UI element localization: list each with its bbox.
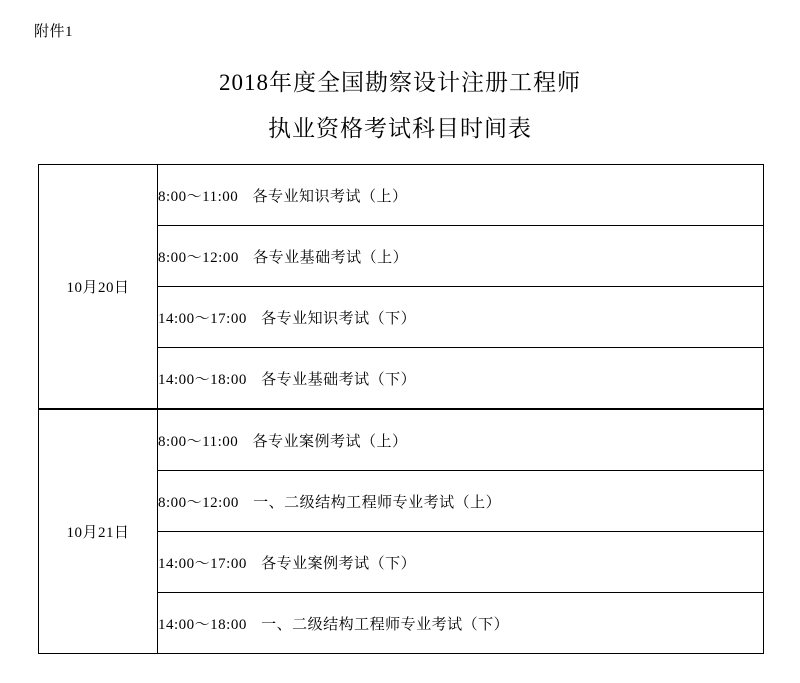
session-time: 8:00～12:00 (158, 249, 239, 266)
title-line-2: 执业资格考试科目时间表 (268, 116, 532, 141)
day-cell-1: 10月20日 (39, 165, 158, 410)
document-title (0, 60, 800, 152)
table-row (39, 409, 764, 471)
session-cell (158, 287, 764, 348)
session-time: 14:00～17:00 (158, 310, 247, 327)
attachment-label: 附件1 (34, 24, 74, 40)
session-time: 14:00～18:00 (158, 371, 247, 388)
session-subject: 各专业知识考试（上） (252, 188, 408, 205)
session-cell (158, 532, 764, 593)
session-subject: 一、二级结构工程师专业考试（上） (253, 494, 502, 511)
session-subject: 各专业案例考试（下） (261, 555, 417, 572)
session-cell (158, 165, 764, 226)
session-time: 8:00～11:00 (158, 188, 239, 205)
session-time: 14:00～17:00 (158, 555, 247, 572)
session-subject: 各专业知识考试（下） (261, 310, 417, 327)
session-time: 8:00～12:00 (158, 494, 239, 511)
table-row (39, 165, 764, 226)
day-cell-2: 10月21日 (39, 409, 158, 654)
session-cell (158, 471, 764, 532)
session-cell (158, 409, 764, 471)
session-cell (158, 593, 764, 654)
session-subject: 各专业基础考试（上） (253, 249, 409, 266)
session-cell (158, 226, 764, 287)
session-subject: 各专业基础考试（下） (261, 371, 417, 388)
session-time: 14:00～18:00 (158, 616, 247, 633)
session-cell (158, 348, 764, 410)
session-subject: 一、二级结构工程师专业考试（下） (261, 616, 510, 633)
title-line-1: 2018年度全国勘察设计注册工程师 (219, 70, 581, 95)
session-subject: 各专业案例考试（上） (252, 433, 408, 450)
exam-schedule-table (38, 164, 764, 654)
session-time: 8:00～11:00 (158, 433, 239, 450)
